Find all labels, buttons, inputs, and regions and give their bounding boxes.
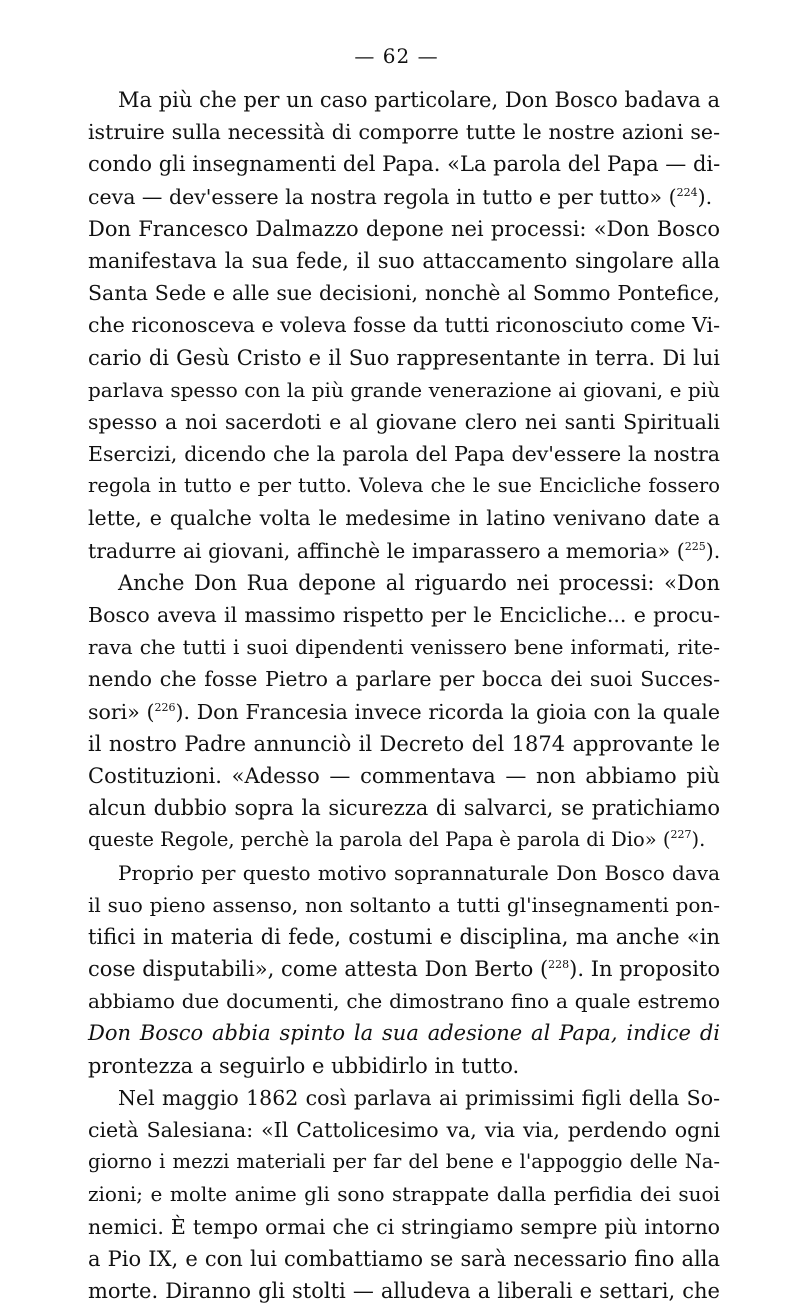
text-line-content: tifici in materia di fede, costumi e disciplina, ma anche «in (88, 924, 720, 949)
footnote-reference: 228 (548, 958, 570, 972)
text-line (88, 1211, 720, 1243)
text-line-content: Ma più che per un caso particolare, Don Bosco badava a (118, 88, 720, 112)
text-line-continuation: ). (697, 184, 713, 209)
text-line-content: regola in tutto e per tutto. Voleva che le sue Encicliche fossero (88, 474, 720, 498)
text-line (88, 1082, 720, 1114)
text-line-content: Santa Sede e alle sue decisioni, nonchè al Sommo Pontefice, (88, 281, 720, 306)
text-line (88, 921, 720, 953)
text-line-content: Don Bosco abbia spinto la sua adesione al Papa, indice di (88, 1021, 720, 1046)
text-line (88, 470, 720, 502)
text-line-content: Esercizi, dicendo che la parola del Papa dev'essere la nostra (88, 442, 720, 467)
text-line (88, 1114, 720, 1146)
text-line (88, 1017, 720, 1049)
text-line (88, 792, 720, 824)
text-line (88, 1178, 720, 1210)
text-line (88, 438, 720, 470)
footnote-reference: 224 (676, 185, 698, 199)
text-line-continuation: ). (705, 538, 721, 563)
text-line-content: cietà Salesiana: «Il Cattolicesimo va, via via, perdendo ogni (88, 1118, 720, 1142)
text-line-continuation: ). (691, 828, 706, 852)
text-line-continuation: ). In proposito (569, 957, 721, 982)
text-line-content: morte. Diranno gli stolti — alludeva a liberali e settari, che (88, 1278, 720, 1303)
text-line (88, 599, 720, 631)
text-line (88, 535, 720, 567)
text-line (88, 953, 720, 985)
text-line (88, 502, 720, 534)
text-line-continuation: ). Don Francesia invece ricorda la gioia con la quale (175, 699, 720, 724)
text-line-content: Nel maggio 1862 così parlava ai primissimi figli della So- (118, 1085, 720, 1110)
text-line-content: condo gli insegnamenti del Papa. «La parola del Papa — di- (88, 152, 721, 177)
text-line (88, 213, 720, 245)
text-line-content: alcun dubbio sopra la sicurezza di salvarci, se pratichiamo (88, 796, 720, 821)
text-line (88, 1050, 720, 1082)
text-line-content: Proprio per questo motivo soprannaturale Don Bosco dava (118, 860, 720, 885)
text-line-content: abbiamo due documenti, che dimostrano fino a quale estremo (88, 989, 720, 1014)
text-line (88, 889, 720, 921)
text-line (88, 148, 720, 180)
text-line (88, 631, 720, 663)
body-text (88, 84, 720, 1307)
text-line (88, 1243, 720, 1275)
text-line-content: sori» ( (88, 699, 155, 724)
text-line-content: a Pio IX, e con lui combattiamo se sarà necessario fino alla (88, 1246, 720, 1271)
text-line (88, 342, 720, 374)
text-line-content: Anche Don Rua depone al riguardo nei processi: «Don (118, 570, 720, 595)
text-line-content: Bosco aveva il massimo rispetto per le Encicliche... e procu- (88, 603, 720, 627)
text-line-content: zioni; e molte anime gli sono strappate dalla perfidia dei suoi (88, 1182, 720, 1207)
text-line-content: cario di Gesù Cristo e il Suo rappresentante in terra. Di lui (88, 345, 720, 370)
footnote-reference: 226 (154, 700, 176, 714)
text-line (88, 116, 720, 148)
text-line-content: che riconosceva e voleva fosse da tutti riconosciuto come Vi- (88, 313, 720, 338)
text-line (88, 245, 720, 277)
text-line (88, 84, 720, 116)
text-line-content: il nostro Padre annunciò il Decreto del 1874 approvante le (88, 731, 720, 756)
text-line-content: queste Regole, perchè la parola del Papa è parola di Dio» ( (88, 828, 671, 852)
text-line (88, 567, 720, 599)
text-line-content: Costituzioni. «Adesso — commentava — non abbiamo più (88, 763, 720, 788)
text-line (88, 857, 720, 889)
text-line (88, 277, 720, 309)
text-line (88, 1146, 720, 1178)
text-line-content: istruire sulla necessità di comporre tutte le nostre azioni se- (88, 120, 720, 145)
text-line (88, 728, 720, 760)
text-line-content: spesso a noi sacerdoti e al giovane clero nei santi Spirituali (88, 409, 720, 434)
text-line-content: tradurre ai giovani, affinchè le imparassero a memoria» ( (88, 538, 685, 563)
text-line (88, 309, 720, 341)
text-line-content: parlava spesso con la più grande venerazione ai giovani, e più (88, 377, 720, 402)
text-line-content: giorno i mezzi materiali per far del bene e l'appoggio delle Na- (88, 1150, 720, 1174)
text-line (88, 696, 720, 728)
text-line-content: nemici. È tempo ormai che ci stringiamo sempre più intorno (88, 1214, 720, 1239)
footnote-reference: 227 (670, 828, 692, 842)
text-line-content: ceva — dev'essere la nostra regola in tutto e per tutto» ( (88, 184, 677, 209)
text-line-content: Don Francesco Dalmazzo depone nei processi: «Don Bosco (88, 216, 720, 241)
text-line (88, 824, 720, 856)
text-line-content: il suo pieno assenso, non soltanto a tutti gl'insegnamenti pon- (88, 892, 720, 917)
page-number: — 62 — (354, 44, 439, 68)
text-line-content: cose disputabili», come attesta Don Berto ( (88, 957, 549, 982)
text-line (88, 1275, 720, 1307)
text-line-content: rava che tutti i suoi dipendenti venissero bene informati, rite- (88, 635, 720, 660)
text-line (88, 406, 720, 438)
text-line-content: manifestava la sua fede, il suo attaccamento singolare alla (88, 248, 720, 273)
footnote-reference: 225 (684, 539, 706, 553)
text-line-content: lette, e qualche volta le medesime in latino venivano date a (88, 506, 720, 531)
text-line-content: prontezza a seguirlo e ubbidirlo in tutto. (88, 1053, 520, 1078)
text-line-content: nendo che fosse Pietro a parlare per bocca dei suoi Succes- (88, 667, 720, 692)
text-line (88, 663, 720, 695)
text-line (88, 985, 720, 1017)
text-line (88, 760, 720, 792)
text-line (88, 181, 720, 213)
text-line (88, 374, 720, 406)
